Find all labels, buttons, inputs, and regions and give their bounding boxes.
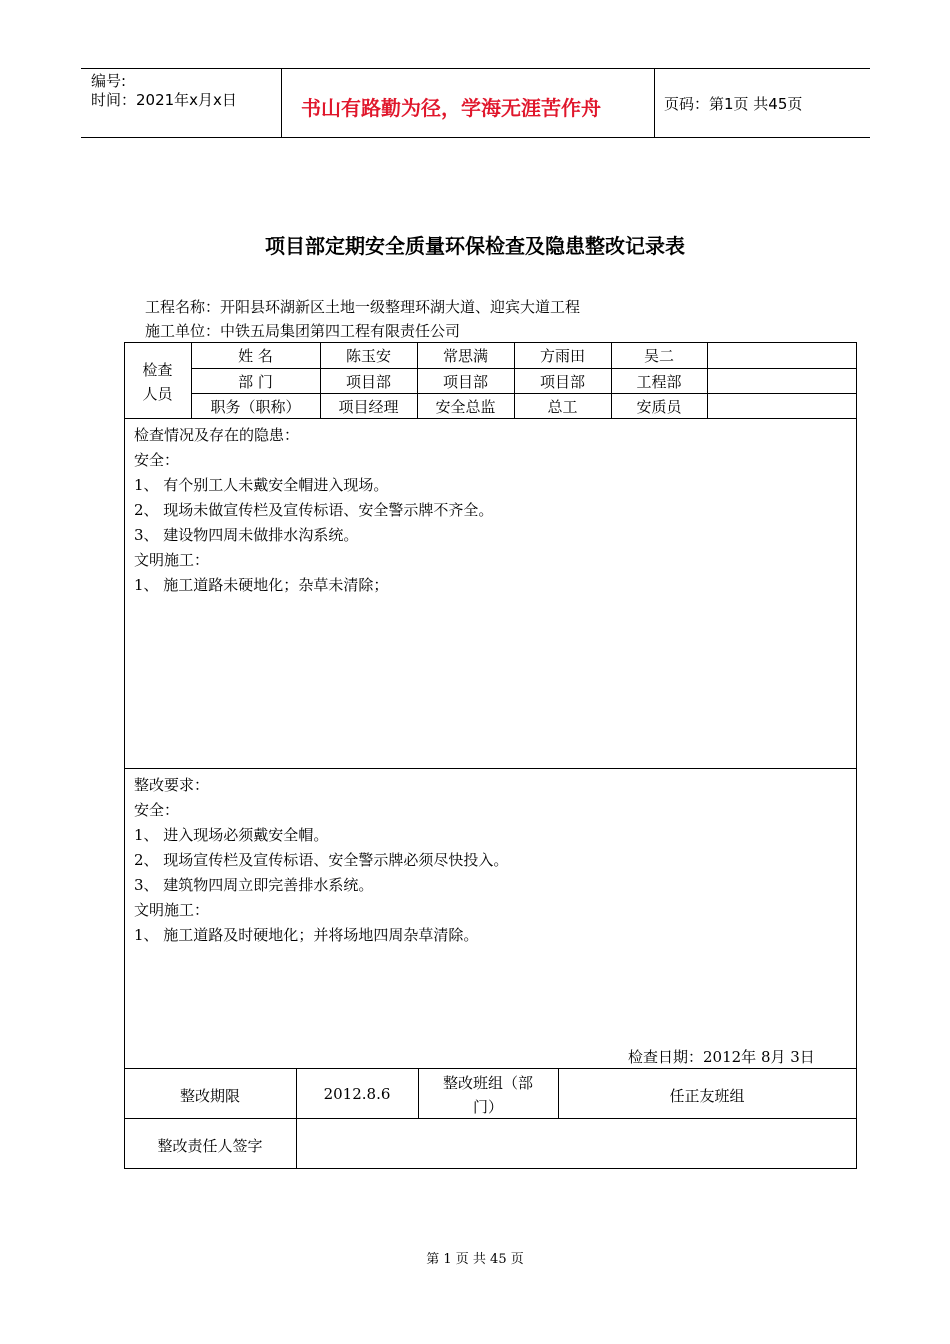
dept-row-label: 部 门 (238, 373, 273, 391)
inspectors-label-line2: 人员 (142, 385, 173, 403)
inspector-name: 陈玉安 (345, 347, 391, 365)
team-label-line1: 整改班组（部 (442, 1074, 533, 1092)
requirements-line: 整改要求： (134, 776, 210, 794)
inspector-position: 项目经理 (338, 398, 399, 416)
name-row-label: 姓 名 (238, 347, 273, 365)
inspector-dept: 工程部 (636, 373, 682, 391)
position-row-label: 职务（职称） (210, 398, 301, 416)
inspection-date: 检查日期：2012年 8月 3日 (628, 1048, 815, 1066)
requirements-line: 1、 进入现场必须戴安全帽。 (134, 826, 329, 844)
findings-line: 检查情况及存在的隐患： (134, 426, 300, 444)
requirements-line: 2、 现场宣传栏及宣传标语、安全警示牌必须尽快投入。 (134, 851, 509, 869)
team-value: 任正友班组 (669, 1087, 745, 1105)
inspector-position: 总工 (547, 398, 578, 416)
header-motto: 书山有路勤为径，学海无涯苦作舟 (301, 96, 601, 120)
document-header (81, 68, 870, 138)
inspectors-label-line1: 检查 (142, 361, 173, 379)
requirements-line: 3、 建筑物四周立即完善排水系统。 (134, 876, 374, 894)
requirements-line: 1、 施工道路及时硬地化；并将场地四周杂草清除。 (134, 926, 479, 944)
findings-line: 1、 施工道路未硬地化；杂草未清除； (134, 576, 389, 594)
inspector-name: 吴二 (643, 347, 674, 365)
team-label-line2: 门） (472, 1098, 503, 1116)
inspector-dept: 项目部 (539, 373, 585, 391)
document-time: 时间：2021年x月x日 (91, 91, 237, 109)
page-title: 项目部定期安全质量环保检查及隐患整改记录表 (265, 234, 685, 258)
findings-line: 安全： (134, 451, 180, 469)
inspector-name: 常思满 (442, 347, 488, 365)
inspector-position: 安全总监 (435, 398, 496, 416)
deadline-value: 2012.8.6 (323, 1085, 391, 1103)
findings-line: 文明施工： (134, 551, 210, 569)
page-footer: 第 1 页 共 45 页 (426, 1252, 524, 1267)
project-name: 工程名称：开阳县环湖新区土地一级整理环湖大道、迎宾大道工程 (145, 298, 581, 316)
findings-line: 3、 建设物四周未做排水沟系统。 (134, 526, 359, 544)
inspector-dept: 项目部 (442, 373, 488, 391)
findings-line: 2、 现场未做宣传栏及宣传标语、安全警示牌不齐全。 (134, 501, 494, 519)
requirements-line: 安全： (134, 801, 180, 819)
findings-line: 1、 有个别工人未戴安全帽进入现场。 (134, 476, 389, 494)
construction-company: 施工单位：中铁五局集团第四工程有限责任公司 (145, 322, 461, 340)
requirements-line: 文明施工： (134, 901, 210, 919)
document-number-label: 编号: (91, 72, 127, 90)
inspector-position: 安质员 (636, 398, 682, 416)
inspector-name: 方雨田 (539, 347, 585, 365)
inspector-dept: 项目部 (345, 373, 391, 391)
responsible-label: 整改责任人签字 (157, 1137, 263, 1155)
deadline-label: 整改期限 (179, 1087, 240, 1105)
page-info: 页码：第1页 共45页 (664, 95, 803, 113)
